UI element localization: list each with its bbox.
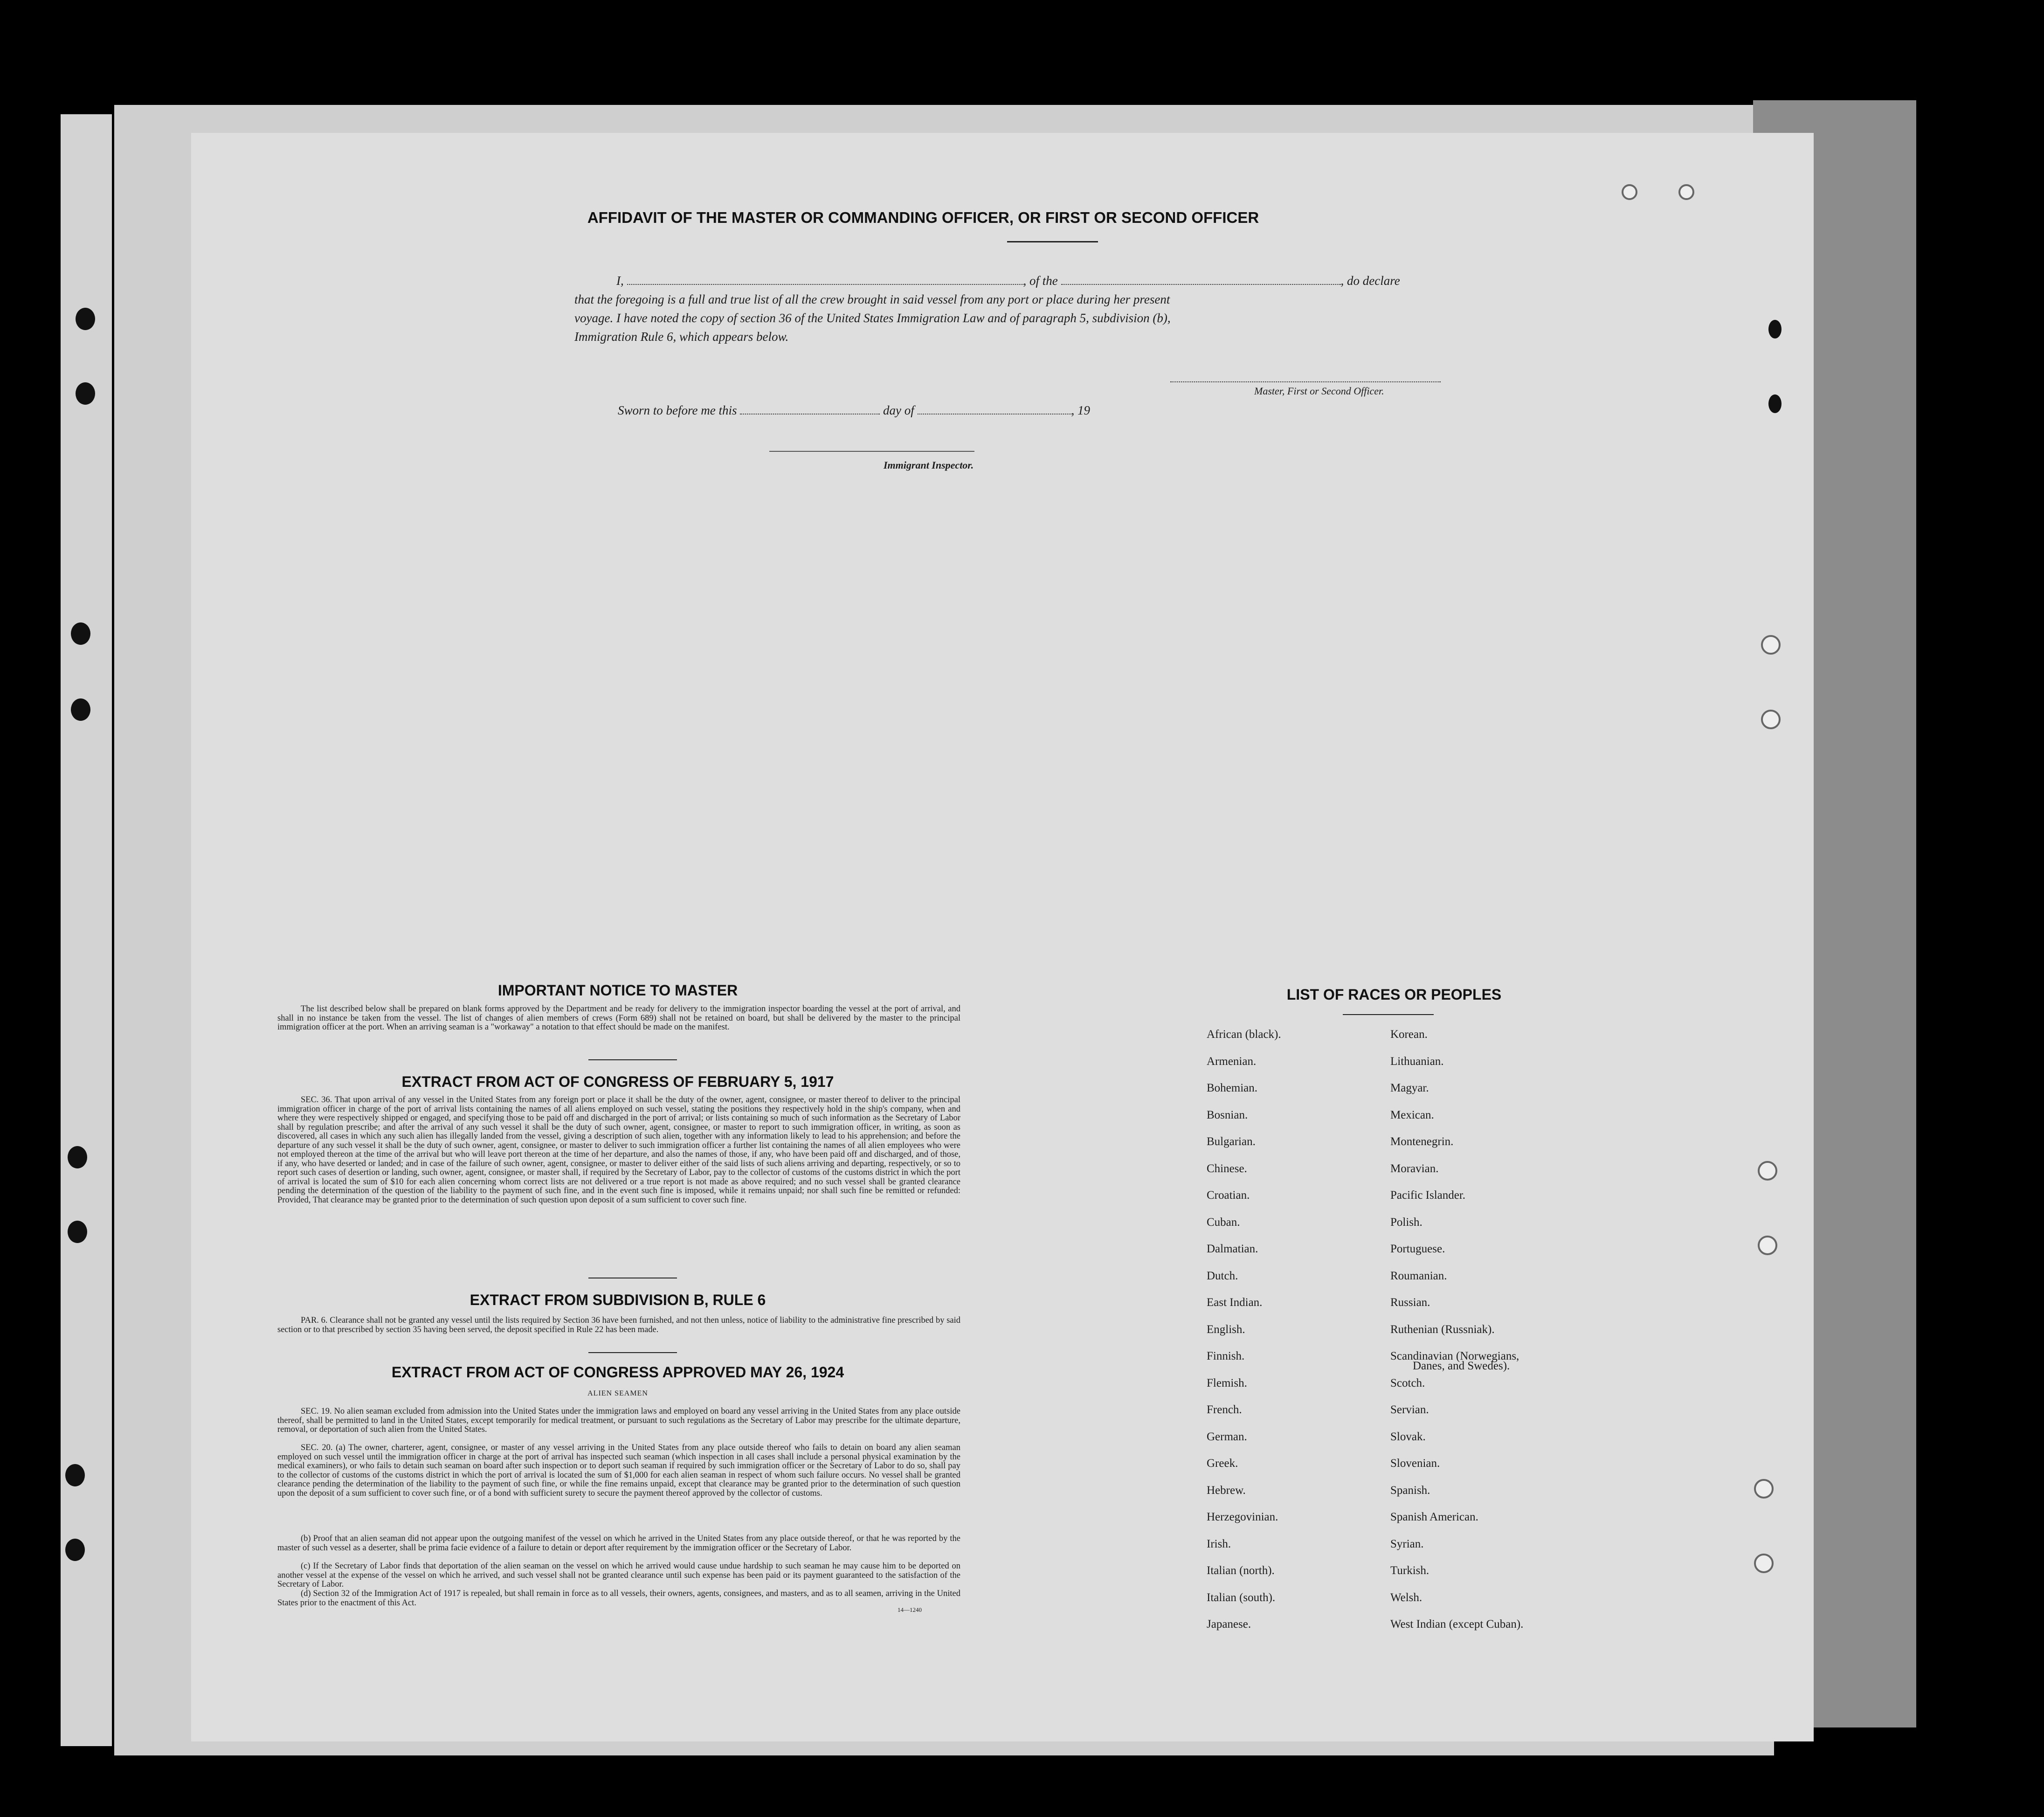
race-item: Mexican. xyxy=(1390,1108,1434,1121)
sworn-text: Sworn to before me this xyxy=(618,403,737,417)
race-item: Turkish. xyxy=(1390,1564,1429,1577)
rule6-title: EXTRACT FROM SUBDIVISION B, RULE 6 xyxy=(470,1292,766,1308)
binder-hole-icon xyxy=(65,1539,85,1561)
document-page xyxy=(191,133,1814,1741)
race-item: Japanese. xyxy=(1207,1618,1251,1630)
affidavit-line-1 xyxy=(574,271,1460,290)
race-item: Flemish. xyxy=(1207,1376,1247,1389)
punch-hole-icon xyxy=(1768,394,1782,413)
races-left-column xyxy=(1207,1028,1281,1645)
punch-hole-icon xyxy=(1761,635,1781,655)
race-item: Scandinavian (Norwegians, xyxy=(1390,1350,1519,1362)
race-item: Dutch. xyxy=(1207,1269,1238,1282)
punch-hole-icon xyxy=(1754,1554,1774,1573)
race-item: Croatian. xyxy=(1207,1189,1250,1202)
punch-hole-icon xyxy=(1622,184,1637,200)
race-item: Spanish American. xyxy=(1390,1511,1478,1523)
extract-1917-title: EXTRACT FROM ACT OF CONGRESS OF FEBRUARY 5, 1917 xyxy=(401,1073,834,1090)
title-divider xyxy=(1007,241,1098,242)
signature-line[interactable] xyxy=(1170,381,1441,382)
sec20d-text: (d) Section 32 of the Immigration Act of 1917 is repealed, but shall remain in force as to all vessels, their owners, agents, consignees, and masters, and as to all seamen, arriving in the United States prior to the enactment of this Act. xyxy=(277,1589,960,1608)
race-item: French. xyxy=(1207,1403,1242,1416)
race-item: Portuguese. xyxy=(1390,1243,1445,1255)
day-of-text: day of xyxy=(883,403,914,417)
affidavit-title: AFFIDAVIT OF THE MASTER OR COMMANDING OFFICER, OR FIRST OR SECOND OFFICER xyxy=(587,209,1259,226)
extract-1924-title: EXTRACT FROM ACT OF CONGRESS APPROVED MAY 26, 1924 xyxy=(391,1364,844,1381)
name-field[interactable] xyxy=(627,274,1023,285)
binder-hole-icon xyxy=(71,698,90,721)
race-item: German. xyxy=(1207,1430,1247,1443)
punch-hole-icon xyxy=(1758,1236,1777,1255)
race-item: Finnish. xyxy=(1207,1350,1245,1362)
race-item: Moravian. xyxy=(1390,1162,1439,1175)
notice-body: The list described below shall be prepared on blank forms approved by the Department and be ready for delivery to the immigration inspector boarding the vessel at the port of arrival, and shall in no instance be taken from the vessel. The list of changes of alien members of crews (Form 689) shall not be retained on board, but shall be delivered by the master to the principal immigration officer at the port. When an arriving seaman is a "workaway" a notation to that effect should be made on the manifest. xyxy=(277,1004,960,1032)
signature-caption: Master, First or Second Officer. xyxy=(1254,385,1384,397)
race-item: Armenian. xyxy=(1207,1055,1257,1068)
race-item: Russian. xyxy=(1390,1296,1430,1309)
sec20a-text: SEC. 20. (a) The owner, charterer, agent, consignee, or master of any vessel arriving in the United States from any place outside thereof who fails to detain on board any alien seaman employed on such vessel until the immigration officer in charge at the port of arrival has inspected such seaman (which inspection in all cases shall include a personal physical examination by the medical examiners), or who fails to detain such seaman on board after such inspection or to deport such seaman if required by such immigration officer or the Secretary of Labor to do so, shall pay to the collector of customs of the customs district in which the port of arrival is located the sum of $1,000 for each alien seaman in respect of whom such failure occurs. No vessel shall be granted clearance pending the determination of the liability to the payment of such fine, or while the fine remains unpaid, except that clearance may be granted prior to the determination of such question upon the deposit of a sum sufficient to cover such fine, or of a bond with sufficient surety to secure the payment thereof approved by the collector of customs. xyxy=(277,1443,960,1498)
race-item: Spanish. xyxy=(1390,1484,1430,1497)
vessel-field[interactable] xyxy=(1061,274,1341,285)
year-prefix: , 19 xyxy=(1071,403,1090,417)
extract-1917-body: SEC. 36. That upon arrival of any vessel in the United States from any foreign port or place it shall be the duty of the owner, agent, consignee, or master thereof to deliver to the principal immigration officer in charge of the port of arrival lists containing the names of all aliens employed on such vessel, stating the positions they respectively hold in the ship's company, when and where they were respectively shipped or engaged, and specifying those to be paid off and discharged in the port of arrival; or lists containing so much of such information as the Secretary of Labor shall by regulation prescribe; and after the arrival of any such vessel it shall be the duty of such owner, agent, consignee, or master to report to such immigration officer, in writing, as soon as discovered, all cases in which any such alien has illegally landed from the vessel, giving a description of such alien, together with any information likely to lead to his apprehension; and before the departure of any such vessel it shall be the duty of such owner, agent, consignee, or master to deliver to such immigration officer a further list containing the names of all alien employees who were not employed thereon at the time of the arrival but who will leave port thereon at the time of her departure, and also the names of those, if any, who have been paid off and discharged, and of those, if any, who have deserted or landed; and in case of the failure of such owner, agent, consignee, or master to deliver either of the said lists of such aliens arriving and departing, respectively, or so to report such cases of desertion or landing, such owner, agent, consignee, or master shall, if required by the Secretary of Labor, pay to the collector of customs of the customs district in which the port of arrival is located the sum of $10 for each alien concerning whom correct lists are not delivered or a true report is not made as above required; and no such vessel shall be granted clearance pending the determination of the question of the liability to the payment of such fine, and in the event such fine is imposed, while it remains unpaid; nor shall such fine be remitted or refunded: Provided, That clearance may be granted prior to the determination of such question upon deposit of a sum sufficient to cover such fine. xyxy=(277,1095,960,1205)
race-item: Italian (north). xyxy=(1207,1564,1275,1577)
race-item: Lithuanian. xyxy=(1390,1055,1444,1068)
punch-hole-icon xyxy=(1761,710,1781,729)
race-item: Roumanian. xyxy=(1390,1269,1447,1282)
race-item: Hebrew. xyxy=(1207,1484,1246,1497)
punch-hole-icon xyxy=(1754,1479,1774,1499)
divider xyxy=(588,1352,677,1353)
race-item: Dalmatian. xyxy=(1207,1243,1258,1255)
races-title: LIST OF RACES OR PEOPLES xyxy=(1286,986,1502,1003)
sec20b-text: (b) Proof that an alien seaman did not appear upon the outgoing manifest of the vessel on which he arrived in the United States from any place outside thereof, or that he was reported by the master of such vessel as a deserter, shall be prima facie evidence of a failure to detain or deport after requirement by the immigration officer or the Secretary of Labor. xyxy=(277,1534,960,1553)
sworn-month-field[interactable] xyxy=(918,403,1071,415)
background-binder-strip xyxy=(61,114,112,1746)
affidavit-line-3: voyage. I have noted the copy of section 36 of the United States Immigration Law and of paragraph 5, subdivision (b), xyxy=(574,311,1171,325)
race-item: East Indian. xyxy=(1207,1296,1263,1309)
race-item: Pacific Islander. xyxy=(1390,1189,1466,1202)
race-item: English. xyxy=(1207,1323,1245,1336)
sec20c-text: (c) If the Secretary of Labor finds that deportation of the alien seaman on the vessel on which he arrived would cause undue hardship to such seaman he may cause him to be deported on another vessel at the expense of the vessel on which he arrived, and such vessel shall not be granted clearance until such expense has been paid or its payment guaranteed to the satisfaction of the Secretary of Labor. xyxy=(277,1561,960,1589)
binder-hole-icon xyxy=(68,1221,87,1243)
affidavit-of-the: , of the xyxy=(1023,274,1058,288)
race-item: Magyar. xyxy=(1390,1082,1429,1094)
race-item: Cuban. xyxy=(1207,1216,1240,1229)
scandinavian-continued: Danes, and Swedes). xyxy=(1413,1360,1510,1372)
binder-hole-icon xyxy=(76,308,95,330)
alien-seamen-subtitle: ALIEN SEAMEN xyxy=(587,1389,648,1397)
race-item: Scotch. xyxy=(1390,1376,1425,1389)
race-item: Bosnian. xyxy=(1207,1108,1248,1121)
punch-hole-icon xyxy=(1768,320,1782,339)
race-item: Herzegovinian. xyxy=(1207,1511,1278,1523)
sworn-day-field[interactable] xyxy=(740,403,880,415)
form-number: 14—1240 xyxy=(898,1606,922,1613)
notice-title: IMPORTANT NOTICE TO MASTER xyxy=(497,982,738,999)
affidavit-i: I, xyxy=(616,274,624,288)
race-item: Bulgarian. xyxy=(1207,1135,1256,1148)
punch-hole-icon xyxy=(1678,184,1694,200)
race-item: Korean. xyxy=(1390,1028,1428,1041)
race-item: Welsh. xyxy=(1390,1591,1423,1604)
race-item: Ruthenian (Russniak). xyxy=(1390,1323,1495,1336)
binder-hole-icon xyxy=(76,382,95,405)
sworn-line xyxy=(618,401,1224,420)
sec19-text: SEC. 19. No alien seaman excluded from admission into the United States under the immigration laws and employed on board any vessel arriving in the United States from any place outside thereof, shall be permitted to land in the United States, except temporarily for medical treatment, or pursuant to such regulations as the Secretary of Labor may prescribe for the ultimate departure, removal, or deportation of such alien from the United States. xyxy=(277,1407,960,1434)
inspector-caption: Immigrant Inspector. xyxy=(884,459,974,471)
race-item: African (black). xyxy=(1207,1028,1281,1041)
race-item: West Indian (except Cuban). xyxy=(1390,1618,1524,1630)
race-item: Polish. xyxy=(1390,1216,1423,1229)
affidavit-declare: , do declare xyxy=(1340,274,1400,288)
race-item: Slovenian. xyxy=(1390,1457,1440,1470)
binder-hole-icon xyxy=(65,1464,85,1486)
punch-hole-icon xyxy=(1758,1161,1777,1181)
race-item: Greek. xyxy=(1207,1457,1238,1470)
rule6-body: PAR. 6. Clearance shall not be granted any vessel until the lists required by Section 36 have been furnished, and not then unless, notice of liability to the administrative fine prescribed by said section or to that prescribed by section 35 having been served, the deposit specified in Rule 22 has been made. xyxy=(277,1316,960,1334)
race-item: Montenegrin. xyxy=(1390,1135,1454,1148)
divider xyxy=(1343,1014,1434,1015)
race-item: Italian (south). xyxy=(1207,1591,1276,1604)
race-item: Irish. xyxy=(1207,1537,1231,1550)
race-item: Servian. xyxy=(1390,1403,1429,1416)
affidavit-line-2: that the foregoing is a full and true list of all the crew brought in said vessel from any port or place during her present xyxy=(574,292,1170,306)
race-item: Slovak. xyxy=(1390,1430,1426,1443)
races-right-column xyxy=(1390,1028,1523,1645)
binder-hole-icon xyxy=(68,1146,87,1168)
binder-hole-icon xyxy=(71,622,90,645)
race-item: Bohemian. xyxy=(1207,1082,1258,1094)
affidavit-line-4: Immigration Rule 6, which appears below. xyxy=(574,330,789,344)
race-item: Chinese. xyxy=(1207,1162,1247,1175)
race-item: Syrian. xyxy=(1390,1537,1424,1550)
divider xyxy=(588,1059,677,1060)
inspector-signature-line[interactable] xyxy=(769,451,974,452)
